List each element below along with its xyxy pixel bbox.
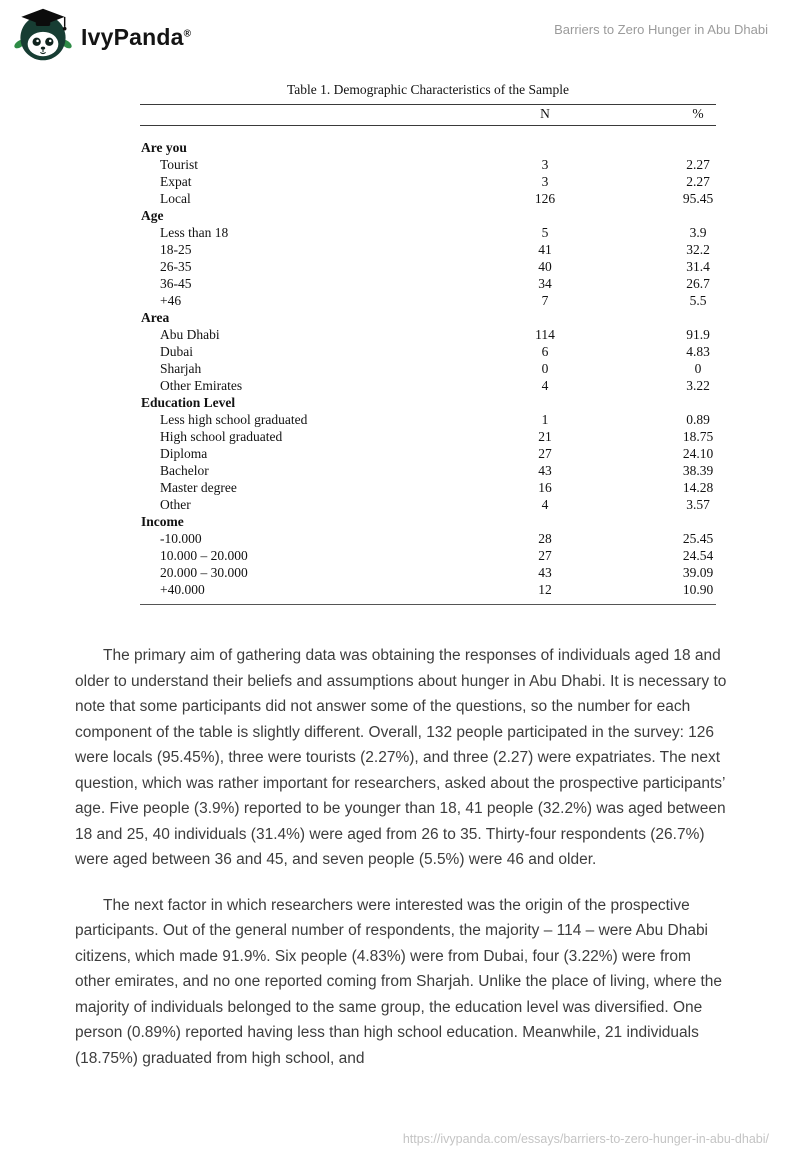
row-pct: 95.45 bbox=[682, 191, 714, 206]
row-n: 4 bbox=[541, 497, 549, 512]
footer-source-url: https://ivypanda.com/essays/barriers-to-zero-hunger-in-abu-dhabi/ bbox=[402, 1132, 769, 1146]
table-row bbox=[140, 343, 716, 360]
row-label: -10.000 bbox=[160, 531, 202, 546]
table-row bbox=[140, 496, 716, 513]
table-section-header: Education Level bbox=[141, 395, 236, 410]
row-label: 18-25 bbox=[160, 242, 192, 257]
table-row bbox=[140, 377, 716, 394]
row-n: 43 bbox=[538, 463, 552, 478]
row-n: 5 bbox=[541, 225, 549, 240]
row-label: Bachelor bbox=[160, 463, 209, 478]
table-row bbox=[140, 428, 716, 445]
table-section-row bbox=[140, 126, 716, 157]
row-pct: 3.57 bbox=[686, 497, 710, 512]
row-label: Other Emirates bbox=[160, 378, 243, 393]
row-n: 114 bbox=[535, 327, 555, 342]
row-label: +40.000 bbox=[160, 582, 205, 597]
row-n: 6 bbox=[541, 344, 549, 359]
table-section-header: Income bbox=[141, 514, 184, 529]
essay-paragraph: The next factor in which researchers were interested was the origin of the prospective participants. Out of the general number of respondents, the majority – 114 – were Abu Dhabi citizens, which made 91.9%. Six people (4.83%) were from Dubai, four (3.22%) were from other emirates, and no one reported coming from Sharjah. Unlike the place of living, where the majority of individuals belonged to the same group, the education level was diversified. One person (0.89%) reported having less than high school education. Meanwhile, 21 individuals (18.75%) graduated from high school, and bbox=[75, 896, 723, 1067]
table-row bbox=[140, 258, 716, 275]
document-title: Barriers to Zero Hunger in Abu Dhabi bbox=[554, 22, 768, 37]
row-label: Sharjah bbox=[160, 361, 202, 376]
row-pct: 14.28 bbox=[682, 480, 714, 495]
brand-name: IvyPanda® bbox=[81, 24, 192, 50]
row-label: Expat bbox=[160, 174, 192, 189]
row-label: Dubai bbox=[160, 344, 193, 359]
row-pct: 0.89 bbox=[686, 412, 710, 427]
row-pct: 31.4 bbox=[686, 259, 710, 274]
table-row bbox=[140, 411, 716, 428]
table-section-header: Area bbox=[141, 310, 170, 325]
header-empty-cell bbox=[140, 105, 410, 126]
table-row bbox=[140, 190, 716, 207]
row-label: Master degree bbox=[160, 480, 237, 495]
table-row bbox=[140, 530, 716, 547]
row-pct: 4.83 bbox=[686, 344, 710, 359]
row-n: 16 bbox=[538, 480, 552, 495]
row-label: +46 bbox=[160, 293, 182, 308]
table-row bbox=[140, 564, 716, 581]
row-pct: 0 bbox=[694, 361, 702, 376]
row-n: 34 bbox=[538, 276, 552, 291]
row-pct: 18.75 bbox=[682, 429, 714, 444]
table-row bbox=[140, 326, 716, 343]
row-n: 21 bbox=[538, 429, 552, 444]
table-row bbox=[140, 445, 716, 462]
table-section-header: Are you bbox=[141, 140, 187, 155]
row-pct: 24.10 bbox=[682, 446, 714, 461]
panda-graduation-cap-icon bbox=[14, 7, 72, 68]
row-pct: 24.54 bbox=[682, 548, 714, 563]
table-row bbox=[140, 581, 716, 605]
table-section-header: Age bbox=[141, 208, 164, 223]
row-pct: 25.45 bbox=[682, 531, 714, 546]
demographics-table-body bbox=[140, 126, 716, 605]
row-label: 10.000 – 20.000 bbox=[160, 548, 248, 563]
table-row bbox=[140, 479, 716, 496]
table-row bbox=[140, 156, 716, 173]
row-n: 41 bbox=[538, 242, 552, 257]
table-row bbox=[140, 292, 716, 309]
essay-body bbox=[75, 643, 727, 1071]
row-n: 27 bbox=[538, 548, 552, 563]
row-n: 28 bbox=[538, 531, 552, 546]
row-label: Abu Dhabi bbox=[160, 327, 220, 342]
row-label: Tourist bbox=[160, 157, 199, 172]
table-section-row bbox=[140, 207, 716, 224]
row-label: Local bbox=[160, 191, 191, 206]
header-pct: % bbox=[680, 105, 716, 126]
row-pct: 38.39 bbox=[682, 463, 714, 478]
table-section-row bbox=[140, 394, 716, 411]
row-label: Less high school graduated bbox=[160, 412, 308, 427]
table-row bbox=[140, 173, 716, 190]
row-pct: 5.5 bbox=[689, 293, 707, 308]
demographics-table bbox=[140, 104, 716, 605]
row-label: 26-35 bbox=[160, 259, 192, 274]
table-row bbox=[140, 462, 716, 479]
demographics-table-section bbox=[140, 82, 716, 605]
row-label: Diploma bbox=[160, 446, 208, 461]
table-row bbox=[140, 360, 716, 377]
row-pct: 26.7 bbox=[686, 276, 710, 291]
row-n: 7 bbox=[541, 293, 549, 308]
page-header bbox=[0, 0, 800, 66]
row-pct: 3.22 bbox=[686, 378, 710, 393]
row-n: 3 bbox=[541, 157, 549, 172]
row-n: 43 bbox=[538, 565, 552, 580]
table-row bbox=[140, 275, 716, 292]
row-n: 0 bbox=[541, 361, 549, 376]
header-n: N bbox=[410, 105, 680, 126]
table-section-row bbox=[140, 309, 716, 326]
registered-mark: ® bbox=[183, 28, 192, 40]
table-row bbox=[140, 547, 716, 564]
ivypanda-logo[interactable] bbox=[14, 7, 191, 68]
row-pct: 91.9 bbox=[686, 327, 710, 342]
table-header-row bbox=[140, 105, 716, 126]
table-row bbox=[140, 224, 716, 241]
row-pct: 2.27 bbox=[686, 174, 710, 189]
row-pct: 10.90 bbox=[682, 582, 714, 597]
row-n: 1 bbox=[541, 412, 549, 427]
row-pct: 2.27 bbox=[686, 157, 710, 172]
row-n: 4 bbox=[541, 378, 549, 393]
row-n: 3 bbox=[541, 174, 549, 189]
row-n: 12 bbox=[538, 582, 552, 597]
row-pct: 3.9 bbox=[689, 225, 707, 240]
row-pct: 39.09 bbox=[682, 565, 714, 580]
row-label: Less than 18 bbox=[160, 225, 229, 240]
table-row bbox=[140, 241, 716, 258]
row-n: 40 bbox=[538, 259, 552, 274]
row-n: 126 bbox=[534, 191, 556, 206]
row-n: 27 bbox=[538, 446, 552, 461]
table-section-row bbox=[140, 513, 716, 530]
essay-paragraph: The primary aim of gathering data was obtaining the responses of individuals aged 18 and older to understand their beliefs and assumptions about hunger in Abu Dhabi. It is necessary to note that some participants did not answer some of the questions, so the number for each component of the table is slightly different. Overall, 132 people participated in the survey: 126 were locals (95.45%), three were tourists (2.27%), and three (2.27) were expatriates. The next question, which was rather important for researchers, asked about the prospective participants’ age. Five people (3.9%) reported to be younger than 18, 41 people (32.2%) was aged between 18 and 25, 40 individuals (31.4%) were aged from 26 to 35. Thirty-four respondents (26.7%) were aged between 36 and 45, and seven people (5.5%) were 46 and older. bbox=[75, 647, 727, 868]
row-label: 20.000 – 30.000 bbox=[160, 565, 248, 580]
table-title: Table 1. Demographic Characteristics of the Sample bbox=[286, 82, 570, 97]
row-label: High school graduated bbox=[160, 429, 283, 444]
row-pct: 32.2 bbox=[686, 242, 710, 257]
row-label: Other bbox=[160, 497, 191, 512]
row-label: 36-45 bbox=[160, 276, 192, 291]
